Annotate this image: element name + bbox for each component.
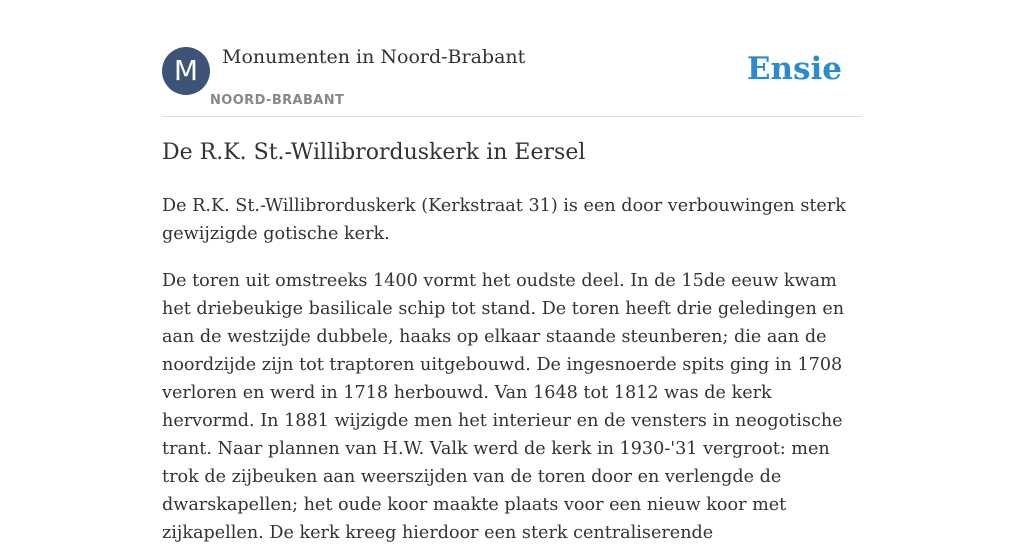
article-paragraph: De R.K. St.-Willibrorduskerk (Kerkstraat 31) is een door verbouwingen sterk gewijzigde gotische kerk. (162, 196, 846, 244)
collection-header (162, 0, 862, 117)
page-container (162, 0, 862, 543)
collection-title[interactable]: Monumenten in Noord-Brabant (222, 46, 526, 68)
ensie-logo[interactable]: Ensie (746, 51, 842, 87)
article-paragraph: De toren uit omstreeks 1400 vormt het oudste deel. In de 15de eeuw kwam het driebeukige basilicale schip tot stand. De toren heeft drie geledingen en aan de westzijde dubbele, haaks op elkaar staande steunberen; die aan de noordzijde zijn tot traptoren uitgebouwd. De ingesnoerde spits ging in 1708 verloren en werd in 1718 herbouwd. Van 1648 tot 1812 was de kerk hervormd. In 1881 wijzigde men het interieur en de vensters in neogotische trant. Naar plannen van H.W. Valk werd de kerk in 1930-'31 vergroot: men trok de zijbeuken aan weerszijden van de toren door en verlengde de dwarskapellen; het oude koor maakte plaats voor een nieuw koor met zijkapellen. De kerk kreeg hierdoor een sterk centraliserende (162, 271, 845, 543)
article-title: De R.K. St.-Willibrorduskerk in Eersel (162, 140, 586, 165)
collection-subtitle[interactable]: NOORD-BRABANT (210, 93, 345, 108)
avatar[interactable]: M (162, 47, 210, 95)
